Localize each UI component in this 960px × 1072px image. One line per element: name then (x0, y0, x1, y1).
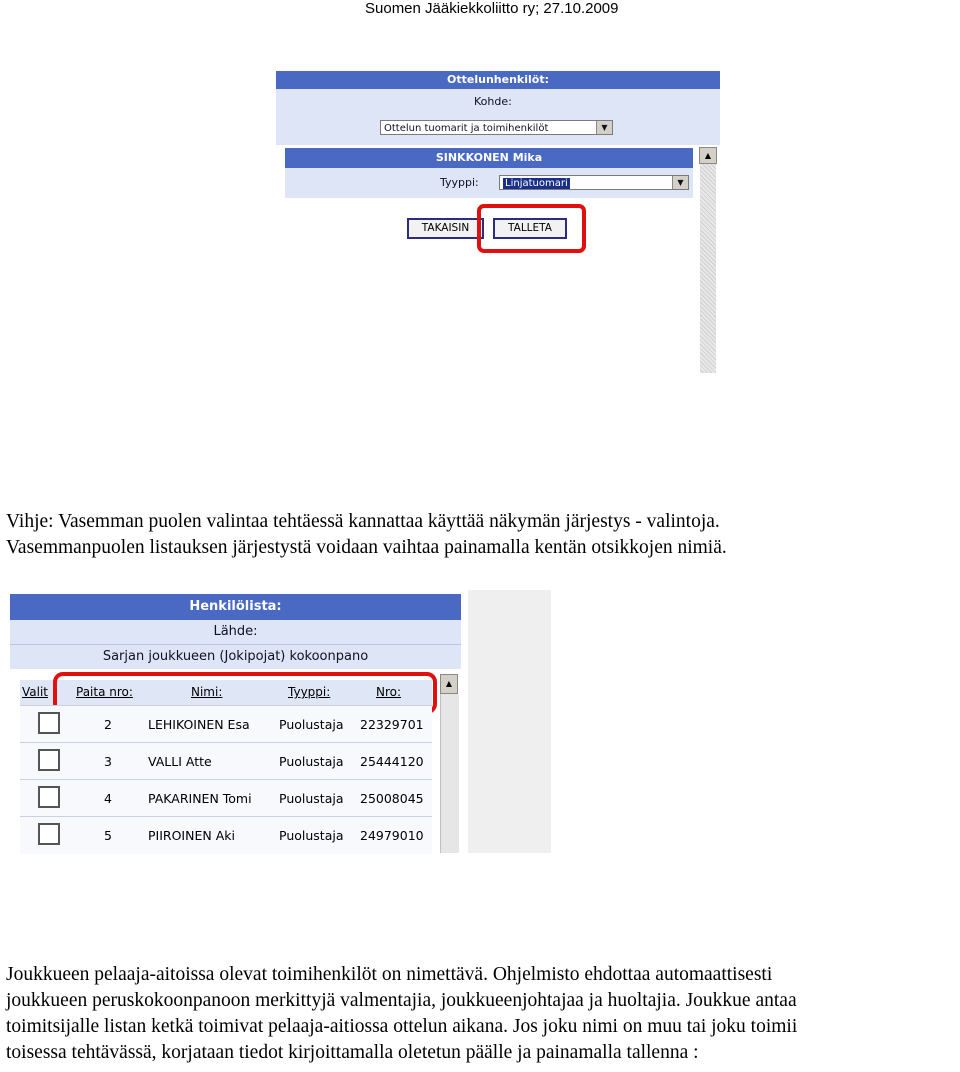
column-valitse[interactable]: Valit (22, 685, 49, 699)
page-header: Suomen Jääkiekkoliitto ry; 27.10.2009 (365, 0, 619, 17)
paragraph-line: Joukkueen pelaaja-aitoissa olevat toimihenkilöt on nimettävä. Ohjelmisto ehdottaa automaattisesti (6, 964, 773, 985)
hint-line: Vasemmanpuolen listauksen järjestystä voidaan vaihtaa painamalla kentän otsikkojen nimiä. (6, 537, 727, 558)
paragraph-line: joukkueen peruskokoonpanoon merkittyjä valmentajia, joukkueenjohtajaa ja huoltajia. Joukkue antaa (6, 990, 797, 1011)
player-type: Puolustaja (279, 717, 344, 732)
tyyppi-row (285, 168, 693, 198)
tyyppi-label: Tyyppi: (440, 176, 479, 189)
table-row[interactable] (20, 779, 432, 817)
tyyppi-select[interactable] (499, 175, 689, 190)
player-id: 24979010 (360, 828, 424, 843)
save-button[interactable]: TALLETA (493, 218, 567, 239)
select-checkbox[interactable] (38, 786, 60, 808)
kohde-row (276, 115, 720, 145)
shirt-number: 5 (104, 828, 112, 843)
personlist-title: Henkilölista: (10, 594, 461, 620)
scrollbar-track[interactable] (440, 694, 459, 853)
shirt-number: 3 (104, 754, 112, 769)
scroll-up-icon[interactable]: ▲ (440, 674, 458, 694)
hint-paragraph (6, 509, 727, 561)
select-checkbox[interactable] (38, 823, 60, 845)
officials-title: Ottelunhenkilöt: (276, 71, 720, 89)
lahde-value: Sarjan joukkueen (Jokipojat) kokoonpano (10, 645, 461, 669)
person-name: SINKKONEN Mika (285, 148, 693, 168)
player-name: LEHIKOINEN Esa (148, 717, 250, 732)
officials-screenshot (276, 71, 720, 373)
chevron-down-icon[interactable]: ▼ (672, 176, 688, 189)
shirt-number: 4 (104, 791, 112, 806)
scroll-up-icon[interactable]: ▲ (699, 147, 717, 164)
column-paita-nro[interactable]: Paita nro: (76, 685, 133, 699)
chevron-down-icon[interactable]: ▼ (596, 121, 612, 134)
table-row[interactable] (20, 705, 432, 743)
player-name: VALLI Atte (148, 754, 212, 769)
player-id: 25008045 (360, 791, 424, 806)
column-nro[interactable]: Nro: (376, 685, 402, 699)
shirt-number: 2 (104, 717, 112, 732)
paragraph-line: toimitsijalle listan ketkä toimivat pelaaja-aitiossa ottelun aikana. Jos joku nimi on muu tai joku toimii (6, 1016, 798, 1037)
column-nimi[interactable]: Nimi: (191, 685, 223, 699)
personlist-screenshot (6, 590, 551, 853)
table-row[interactable] (20, 816, 432, 854)
table-row[interactable] (20, 742, 432, 780)
kohde-select-value: Ottelun tuomarit ja toimihenkilöt (384, 123, 549, 134)
player-name: PIIROINEN Aki (148, 828, 235, 843)
player-id: 25444120 (360, 754, 424, 769)
tyyppi-select-value: Linjatuomari (505, 178, 568, 189)
back-button[interactable]: TAKAISIN (407, 218, 484, 239)
player-type: Puolustaja (279, 754, 344, 769)
scrollbar-track[interactable] (700, 164, 716, 373)
hint-line: Vihje: Vasemman puolen valintaa tehtäessä kannattaa käyttää näkymän järjestys - valintoja. (6, 511, 720, 532)
player-name: PAKARINEN Tomi (148, 791, 252, 806)
player-type: Puolustaja (279, 791, 344, 806)
highlight-box (477, 204, 586, 253)
select-checkbox[interactable] (38, 749, 60, 771)
lahde-label: Lähde: (10, 620, 461, 645)
player-id: 22329701 (360, 717, 424, 732)
paragraph-line: toisessa tehtävässä, korjataan tiedot kirjoittamalla oletetun päälle ja painamalla tallenna : (6, 1042, 699, 1063)
kohde-select[interactable] (380, 120, 613, 135)
column-tyyppi[interactable]: Tyyppi: (288, 685, 331, 699)
kohde-label: Kohde: (276, 89, 720, 115)
player-type: Puolustaja (279, 828, 344, 843)
officials-paragraph (6, 962, 797, 1066)
select-checkbox[interactable] (38, 712, 60, 734)
